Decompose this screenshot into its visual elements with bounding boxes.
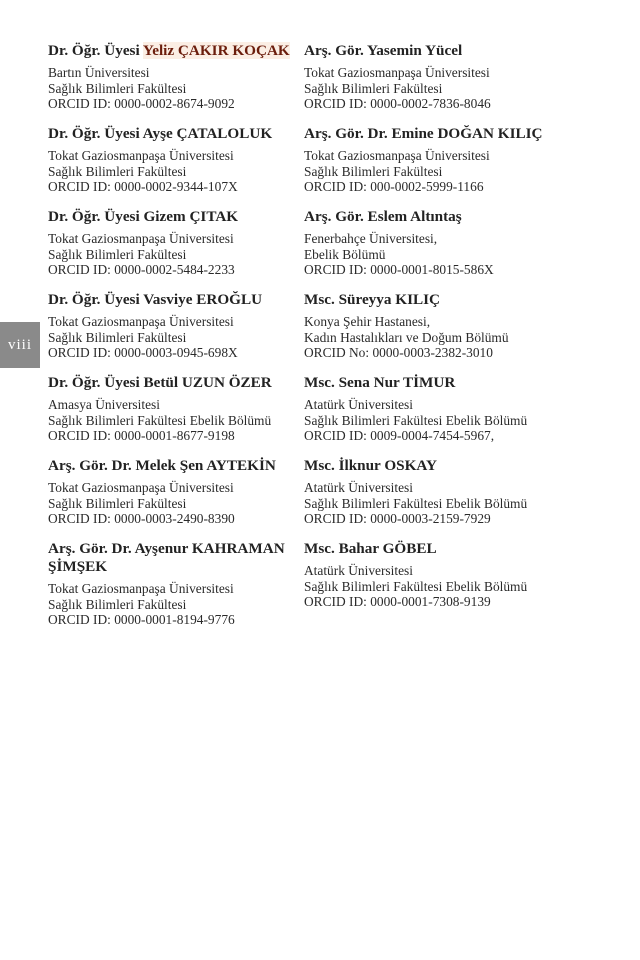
affiliation-line: Sağlık Bilimleri Fakültesi Ebelik Bölümü: [304, 495, 528, 511]
affiliation-line: Tokat Gaziosmanpaşa Üniversitesi: [48, 314, 234, 329]
contributor-entry: [304, 208, 624, 291]
affiliation-line: Amasya Üniversitesi: [48, 397, 160, 412]
orcid-line: ORCID ID: 0000-0002-9344-107X: [48, 179, 238, 194]
contributor-entry: [304, 125, 624, 208]
orcid-line: ORCID ID: 0000-0001-8194-9776: [48, 612, 235, 627]
orcid-line: ORCID ID: 0000-0002-7836-8046: [304, 96, 491, 111]
contributor-entry: [304, 291, 624, 374]
affiliation-line: Tokat Gaziosmanpaşa Üniversitesi: [304, 65, 490, 80]
orcid-line: ORCID ID: 0009-0004-7454-5967,: [304, 428, 495, 443]
orcid-line: ORCID ID: 0000-0003-2490-8390: [48, 511, 235, 526]
affiliation-line: Tokat Gaziosmanpaşa Üniversitesi: [48, 581, 234, 596]
contributor-name: Dr. Öğr. Üyesi Ayşe ÇATALOLUK: [48, 125, 273, 142]
contributor-name: Dr. Öğr. Üyesi Yeliz ÇAKIR KOÇAK: [48, 42, 290, 59]
affiliation-line: Sağlık Bilimleri Fakültesi: [48, 495, 187, 511]
affiliation-line: Sağlık Bilimleri Fakültesi: [304, 80, 443, 96]
affiliation-line: Bartın Üniversitesi: [48, 65, 150, 80]
contributor-entry: [48, 457, 300, 540]
contributor-name: Arş. Gör. Eslem Altıntaş: [304, 208, 462, 225]
affiliation-line: Tokat Gaziosmanpaşa Üniversitesi: [48, 148, 234, 163]
contributor-name: Msc. Sena Nur TİMUR: [304, 374, 456, 391]
contributor-name: Msc. Süreyya KILIÇ: [304, 291, 440, 308]
contributor-name: Arş. Gör. Dr. Melek Şen AYTEKİN: [48, 457, 276, 474]
contributor-name: Msc. Bahar GÖBEL: [304, 540, 437, 557]
affiliation-line: Sağlık Bilimleri Fakültesi: [48, 596, 187, 612]
contributor-entry: [48, 291, 300, 374]
contributor-name: Dr. Öğr. Üyesi Betül UZUN ÖZER: [48, 374, 272, 391]
affiliation-line: Sağlık Bilimleri Fakültesi: [48, 163, 187, 179]
right-column: [304, 42, 624, 623]
affiliation-line: Tokat Gaziosmanpaşa Üniversitesi: [48, 480, 234, 495]
affiliation-line: Atatürk Üniversitesi: [304, 397, 413, 412]
left-column: [48, 42, 300, 637]
highlighted-name: Yeliz ÇAKIR KOÇAK: [142, 42, 290, 59]
contributor-name: Arş. Gör. Dr. Emine DOĞAN KILIÇ: [304, 125, 543, 142]
orcid-line: ORCID ID: 0000-0001-8677-9198: [48, 428, 235, 443]
affiliation-line: Atatürk Üniversitesi: [304, 563, 413, 578]
orcid-line: ORCID ID: 0000-0001-8015-586X: [304, 262, 494, 277]
page-number: viii: [7, 336, 32, 353]
affiliation-line: Fenerbahçe Üniversitesi,: [304, 231, 438, 246]
contributor-entry: [48, 540, 300, 637]
affiliation-line: Ebelik Bölümü: [304, 246, 386, 262]
contributor-name: Arş. Gör. Yasemin Yücel: [304, 42, 463, 59]
affiliation-line: Tokat Gaziosmanpaşa Üniversitesi: [48, 231, 234, 246]
affiliation-line: Sağlık Bilimleri Fakültesi: [48, 329, 187, 345]
page-number-tab: [0, 322, 40, 368]
contributor-name: Arş. Gör. Dr. Ayşenur KAHRAMAN ŞİMŞEK: [48, 540, 285, 575]
contributor-entry: [48, 125, 300, 208]
contributor-entry: [304, 457, 624, 540]
affiliation-line: Kadın Hastalıkları ve Doğum Bölümü: [304, 329, 509, 345]
contributor-name: Msc. İlknur OSKAY: [304, 457, 437, 474]
contributor-name: Dr. Öğr. Üyesi Vasviye EROĞLU: [48, 291, 263, 308]
affiliation-line: Konya Şehir Hastanesi,: [304, 314, 431, 329]
contributor-entry: [304, 540, 624, 623]
contributor-entry: [48, 42, 300, 125]
orcid-line: ORCID ID: 0000-0001-7308-9139: [304, 594, 491, 609]
orcid-line: ORCID ID: 000-0002-5999-1166: [304, 179, 484, 194]
affiliation-line: Sağlık Bilimleri Fakültesi Ebelik Bölümü: [304, 578, 528, 594]
affiliation-line: Sağlık Bilimleri Fakültesi: [304, 163, 443, 179]
contributor-entry: [48, 208, 300, 291]
orcid-line: ORCID ID: 0000-0002-8674-9092: [48, 96, 235, 111]
affiliation-line: Sağlık Bilimleri Fakültesi Ebelik Bölümü: [48, 412, 272, 428]
affiliation-line: Sağlık Bilimleri Fakültesi: [48, 80, 187, 96]
contributor-entry: [48, 374, 300, 457]
contributor-name: Dr. Öğr. Üyesi Gizem ÇITAK: [48, 208, 239, 225]
orcid-line: ORCID ID: 0000-0002-5484-2233: [48, 262, 235, 277]
orcid-line: ORCID ID: 0000-0003-2159-7929: [304, 511, 491, 526]
orcid-line: ORCID ID: 0000-0003-0945-698X: [48, 345, 238, 360]
affiliation-line: Sağlık Bilimleri Fakültesi: [48, 246, 187, 262]
orcid-line: ORCID No: 0000-0003-2382-3010: [304, 345, 493, 360]
affiliation-line: Tokat Gaziosmanpaşa Üniversitesi: [304, 148, 490, 163]
contributor-entry: [304, 42, 624, 125]
affiliation-line: Atatürk Üniversitesi: [304, 480, 413, 495]
affiliation-line: Sağlık Bilimleri Fakültesi Ebelik Bölümü: [304, 412, 528, 428]
contributor-entry: [304, 374, 624, 457]
